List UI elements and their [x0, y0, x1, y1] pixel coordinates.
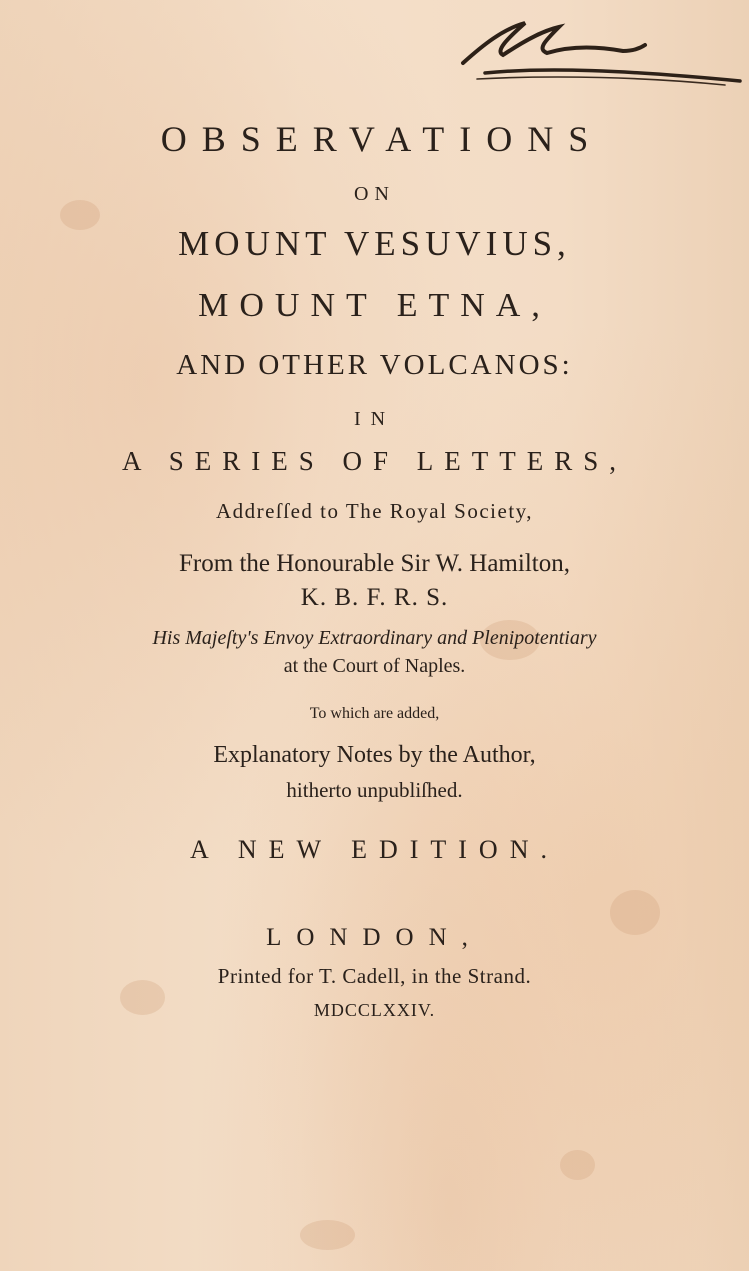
foxing-stain: [300, 1220, 355, 1250]
new-edition: A NEW EDITION.: [190, 835, 559, 864]
author-line: From the Honourable Sir W. Hamilton,: [179, 550, 570, 577]
imprint-year: MDCCLXXIV.: [313, 1000, 436, 1020]
imprint-printer: Printed for T. Cadell, in the Strand.: [217, 964, 532, 988]
court-line: at the Court of Naples.: [283, 655, 466, 677]
title-observations: OBSERVATIONS: [160, 119, 604, 159]
handwritten-signature: [455, 15, 745, 90]
imprint-london: LONDON,: [266, 924, 483, 951]
series-of-letters: A SERIES OF LETTERS,: [121, 446, 628, 476]
notes-line: Explanatory Notes by the Author,: [213, 742, 536, 768]
author-titles: K. B. F. R. S.: [300, 584, 449, 611]
foxing-stain: [560, 1150, 595, 1180]
added-line: To which are added,: [309, 705, 440, 722]
title-etna: MOUNT ETNA,: [198, 287, 551, 324]
unpublished-line: hitherto unpubliſhed.: [286, 778, 463, 802]
envoy-line: His Majeſty's Envoy Extraordinary and Plenipotentiary: [152, 627, 597, 649]
title-other-volcanos: AND OTHER VOLCANOS:: [176, 349, 573, 381]
title-vesuvius: MOUNT VESUVIUS,: [178, 224, 571, 263]
addressed-line: Addreſſed to The Royal Society,: [215, 499, 534, 523]
word-on: ON: [354, 183, 395, 205]
word-in: IN: [353, 408, 396, 430]
